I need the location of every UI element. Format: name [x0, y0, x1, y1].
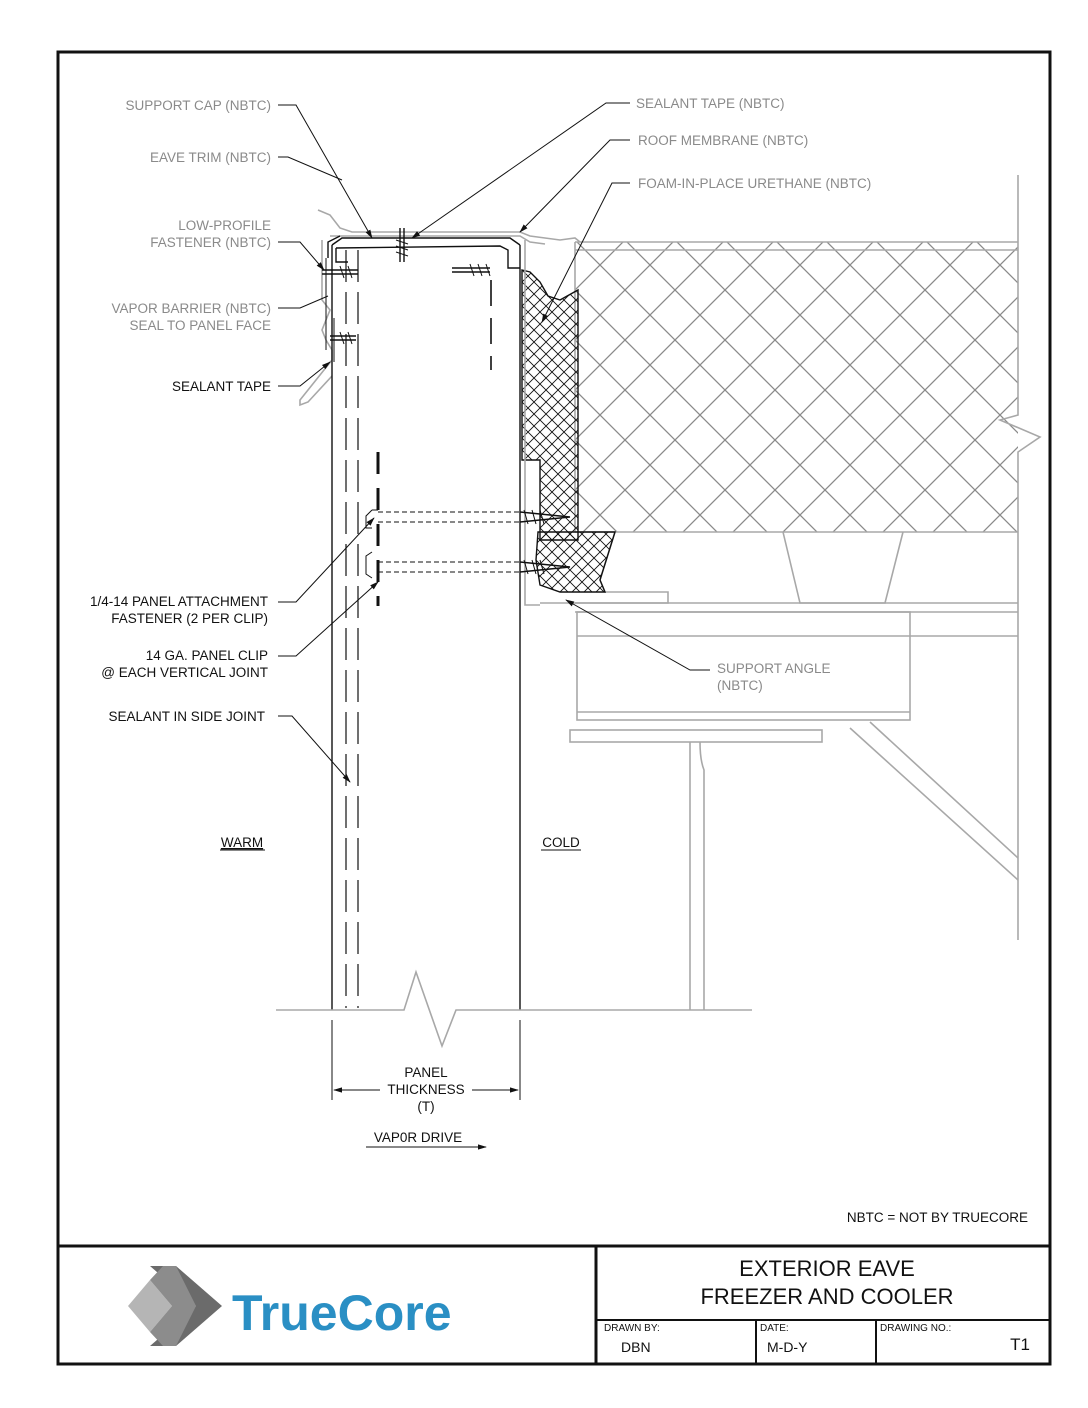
label-low-profile-1: LOW-PROFILE [178, 218, 271, 233]
label-sealant-tape: SEALANT TAPE [171, 379, 271, 394]
label-panel-fastener-2: FASTENER (2 PER CLIP) [111, 611, 268, 626]
label-sealant-tape-nbtc: SEALANT TAPE (NBTC) [636, 96, 785, 111]
title-line-2: FREEZER AND COOLER [700, 1284, 954, 1309]
label-warm: WARM [220, 835, 264, 850]
label-support-cap: SUPPORT CAP (NBTC) [125, 98, 271, 113]
label-support-angle-2: (NBTC) [717, 678, 763, 693]
label-roof-membrane: ROOF MEMBRANE (NBTC) [638, 133, 809, 148]
drawn-by-label: DRAWN BY: [604, 1323, 660, 1334]
label-panel-clip-2: @ EACH VERTICAL JOINT [101, 665, 268, 680]
nbtc-note: NBTC = NOT BY TRUECORE [846, 1210, 1028, 1225]
label-panel-fastener-1: 1/4-14 PANEL ATTACHMENT [89, 594, 268, 609]
label-support-angle-1: SUPPORT ANGLE [717, 661, 831, 676]
drawing-no-value: T1 [1010, 1335, 1030, 1354]
label-eave-trim: EAVE TRIM (NBTC) [149, 150, 271, 165]
label-sealant-side-joint: SEALANT IN SIDE JOINT [108, 709, 265, 724]
label-panel-3: (T) [417, 1099, 435, 1114]
date-label: DATE: [760, 1323, 789, 1334]
label-panel-2: THICKNESS [387, 1082, 465, 1097]
drawing-no-label: DRAWING NO.: [880, 1323, 952, 1334]
roof-insulation [575, 175, 1040, 940]
logo-wordmark: TrueCore [232, 1285, 452, 1341]
label-panel-clip-1: 14 GA. PANEL CLIP [145, 648, 268, 663]
date-value: M-D-Y [767, 1339, 808, 1355]
label-low-profile-2: FASTENER (NBTC) [150, 235, 271, 250]
label-foam-urethane: FOAM-IN-PLACE URETHANE (NBTC) [638, 176, 872, 191]
label-cold: COLD [542, 835, 580, 850]
label-panel-1: PANEL [404, 1065, 448, 1080]
title-line-1: EXTERIOR EAVE [739, 1256, 915, 1281]
truecore-logo-icon [128, 1266, 222, 1346]
label-vapor-barrier-2: SEAL TO PANEL FACE [129, 318, 271, 333]
break-line [276, 972, 752, 1046]
drawn-by-value: DBN [621, 1339, 651, 1355]
leaders-left [278, 105, 378, 782]
label-vapor-drive: VAP0R DRIVE [373, 1130, 463, 1145]
label-vapor-barrier-1: VAPOR BARRIER (NBTC) [111, 301, 271, 316]
